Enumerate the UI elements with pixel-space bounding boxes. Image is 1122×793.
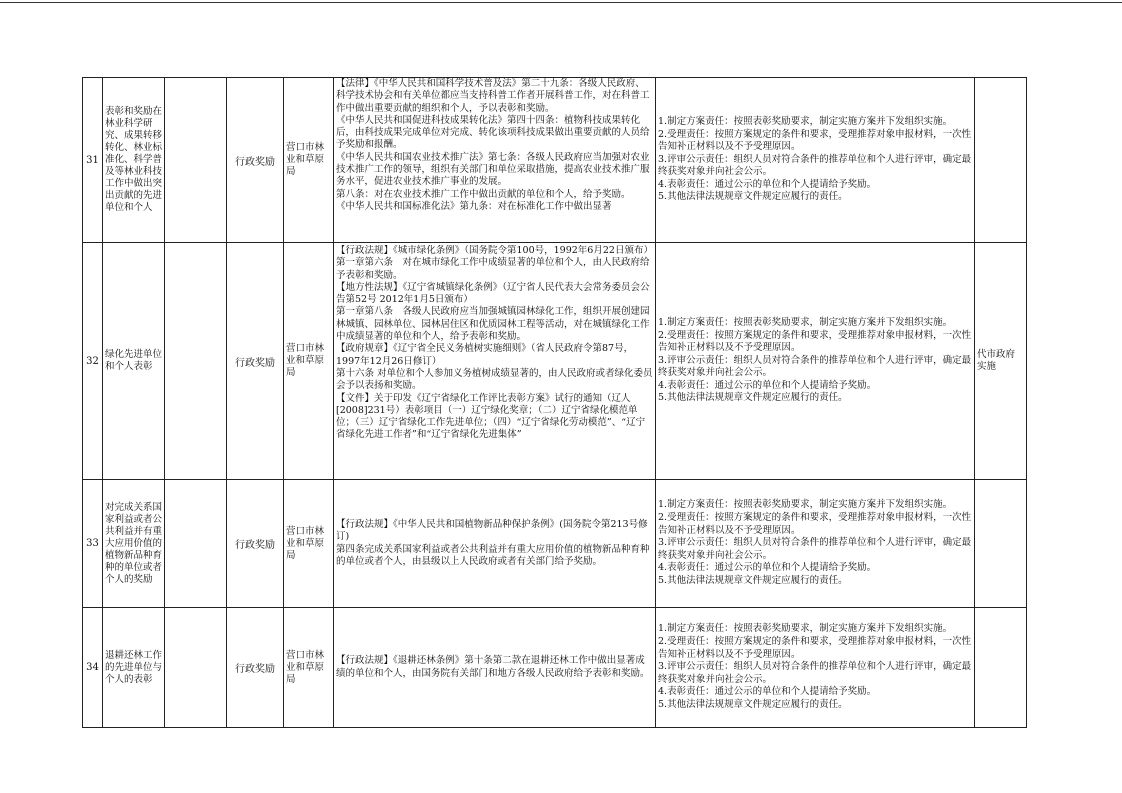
duty-item: 2.受理责任：按照方案规定的条件和要求，受理推荐对象申报材料，一次性告知补正材料以及不予受理原因。 <box>658 512 972 536</box>
duty-item: 3.评审公示责任：组织人员对符合条件的推荐单位和个人进行评审，确定最终获奖对象并向社会公示。 <box>658 661 972 685</box>
duty-item: 4.表彰责任：通过公示的单位和个人提请给予奖励。 <box>658 178 877 190</box>
duty-item: 1.制定方案责任：按照表彰奖励要求，制定实施方案并下发组织实施。 <box>658 499 953 511</box>
duty-item: 2.受理责任：按照方案规定的条件和要求，受理推荐对象申报材料，一次性告知补正材料以及不予受理原因。 <box>658 128 972 153</box>
duty-item: 3.评审公示责任：组织人员对符合条件的推荐单位和个人进行评审，确定最终获奖对象并向社会公示。 <box>658 354 972 379</box>
power-category: 行政奖励 <box>227 608 284 728</box>
row-number: 33 <box>83 480 103 608</box>
empty-cell <box>165 608 227 728</box>
implementing-department: 营口市林业和草原局 <box>284 243 334 480</box>
empty-cell <box>165 78 227 243</box>
basis-paragraph: 【政府规章】《辽宁省全民义务植树实施细则》（省人民政府令第87号，1997年12月26日修订） <box>336 343 634 367</box>
duty-item: 4.表彰责任：通过公示的单位和个人提请给予奖励。 <box>658 686 877 698</box>
legal-basis <box>334 78 656 243</box>
duty-item: 5.其他法律法规规章文件规定应履行的责任。 <box>658 574 848 586</box>
duty-item: 1.制定方案责任：按照表彰奖励要求，制定实施方案并下发组织实施。 <box>658 623 953 635</box>
basis-paragraph: 【行政法规】《中华人民共和国植物新品种保护条例》(国务院令第213号修订) <box>336 518 648 543</box>
row-number: 34 <box>83 608 103 728</box>
empty-cell <box>165 480 227 608</box>
basis-paragraph: 【行政法规】《城市绿化条例》（国务院令第100号，1992年6月22日颁布） <box>336 245 653 256</box>
power-category: 行政奖励 <box>227 78 284 243</box>
responsibility-list <box>656 480 975 608</box>
duty-item: 2.受理责任：按照方案规定的条件和要求，受理推荐对象申报材料，一次性告知补正材料以及不予受理原因。 <box>658 636 972 660</box>
power-list-table <box>82 77 1027 728</box>
item-name: 退耕还林工作的先进单位与个人的表彰 <box>103 608 165 728</box>
responsibility-list <box>656 243 975 480</box>
duty-item: 2.受理责任：按照方案规定的条件和要求，受理推荐对象申报材料，一次性告知补正材料以及不予受理原因。 <box>658 329 972 354</box>
page-top-rule <box>0 2 1122 3</box>
implementing-department: 营口市林业和草原局 <box>284 78 334 243</box>
table-row <box>83 480 1027 608</box>
duty-item: 5.其他法律法规规章文件规定应履行的责任。 <box>658 392 848 404</box>
power-category: 行政奖励 <box>227 243 284 480</box>
legal-basis <box>334 243 656 480</box>
item-name: 表彰和奖励在林业科学研究、成果转移转化、林业标准化、科学普及等林业科技工作中做出突出贡献的先进单位和个人 <box>103 78 165 243</box>
basis-paragraph: 第一章第八条 各级人民政府应当加强城镇园林绿化工作，组织开展创建园林城镇、园林单位、园林居住区和优质园林工程等活动，对在城镇绿化工作中成绩显著的单位和个人，给予表彰和奖励。 <box>336 306 650 343</box>
duty-item: 1.制定方案责任：按照表彰奖励要求，制定实施方案并下发组织实施。 <box>658 115 953 127</box>
basis-paragraph: 第十六条 对单位和个人参加义务植树成绩显著的，由人民政府或者绿化委员会予以表扬和奖励。 <box>336 367 653 392</box>
remarks: 代市政府实施 <box>975 243 1027 480</box>
basis-paragraph: 【文件】关于印发《辽宁省绿化工作评比表彰方案》试行的通知（辽人[2008]231号）表彰项目（一）辽宁绿化奖章；（二）辽宁省绿化模范单位；（三）辽宁省绿化工作先进单位；（四）“辽宁省绿化劳动模范”、“辽宁省绿化先进工作者”和“辽宁省绿化先进集体” <box>336 392 646 441</box>
row-number: 32 <box>83 243 103 480</box>
basis-paragraph: 《中华人民共和国促进科技成果转化法》第四十四条：植物科技成果转化后，由科技成果完成单位对完成、转化该项科技成果做出重要贡献的人员给予奖励和报酬。 <box>336 114 650 151</box>
remarks <box>975 480 1027 608</box>
power-category: 行政奖励 <box>227 480 284 608</box>
duty-item: 5.其他法律法规规章文件规定应履行的责任。 <box>658 191 848 203</box>
duty-item: 1.制定方案责任：按照表彰奖励要求，制定实施方案并下发组织实施。 <box>658 316 953 328</box>
duty-item: 3.评审公示责任：组织人员对符合条件的推荐单位和个人进行评审，确定最终获奖对象并向社会公示。 <box>658 153 972 178</box>
basis-paragraph: 第八条：对在农业技术推广工作中做出贡献的单位和个人，给予奖励。 <box>336 188 631 200</box>
basis-paragraph: 《中华人民共和国标准化法》第九条：对在标准化工作中做出显著 <box>336 200 612 212</box>
item-name: 对完成关系国家利益或者公共利益并有重大应用价值的植物新品种育种的单位或者个人的奖励 <box>103 480 165 608</box>
remarks <box>975 78 1027 243</box>
duty-item: 4.表彰责任：通过公示的单位和个人提请给予奖励。 <box>658 562 877 574</box>
responsibility-list <box>656 78 975 243</box>
row-number: 31 <box>83 78 103 243</box>
remarks <box>975 608 1027 728</box>
item-name: 绿化先进单位和个人表彰 <box>103 243 165 480</box>
duty-item: 5.其他法律法规规章文件规定应履行的责任。 <box>658 698 848 710</box>
empty-cell <box>165 243 227 480</box>
duty-item: 3.评审公示责任：组织人员对符合条件的推荐单位和个人进行评审，确定最终获奖对象并向社会公示。 <box>658 537 972 561</box>
implementing-department: 营口市林业和草原局 <box>284 480 334 608</box>
implementing-department: 营口市林业和草原局 <box>284 608 334 728</box>
table-row <box>83 243 1027 480</box>
basis-paragraph: 【地方性法规】《辽宁省城镇绿化条例》（辽宁省人民代表大会常务委员会公告第52号 2012年1月5日颁布） <box>336 281 650 306</box>
basis-paragraph: 第四条完成关系国家利益或者公共利益并有重大应用价值的植物新品种育种的单位或者个人，由县级以上人民政府或者有关部门给予奖励。 <box>336 543 650 567</box>
legal-basis <box>334 608 656 728</box>
duty-item: 4.表彰责任：通过公示的单位和个人提请给予奖励。 <box>658 379 877 391</box>
basis-paragraph: 第一章第六条 对在城市绿化工作中成绩显著的单位和个人，由人民政府给予表彰和奖励。 <box>336 257 650 281</box>
basis-paragraph: 【法律】《中华人民共和国科学技术普及法》第二十九条：各级人民政府、科学技术协会和有关单位都应当支持科普工作者开展科普工作，对在科普工作中做出重要贡献的组织和个人，予以表彰和奖励。 <box>336 78 650 114</box>
responsibility-list <box>656 608 975 728</box>
basis-paragraph: 《中华人民共和国农业技术推广法》第七条：各级人民政府应当加强对农业技术推广工作的领导，组织有关部门和单位采取措施，提高农业技术推广服务水平，促进农业技术推广事业的发展。 <box>336 151 650 188</box>
legal-basis <box>334 480 656 608</box>
table-row <box>83 78 1027 243</box>
basis-paragraph: 【行政法规】《退耕还林条例》第十条第二款在退耕还林工作中做出显著成绩的单位和个人，由国务院有关部门和地方各级人民政府给予表彰和奖励。 <box>336 655 650 679</box>
table-row <box>83 608 1027 728</box>
